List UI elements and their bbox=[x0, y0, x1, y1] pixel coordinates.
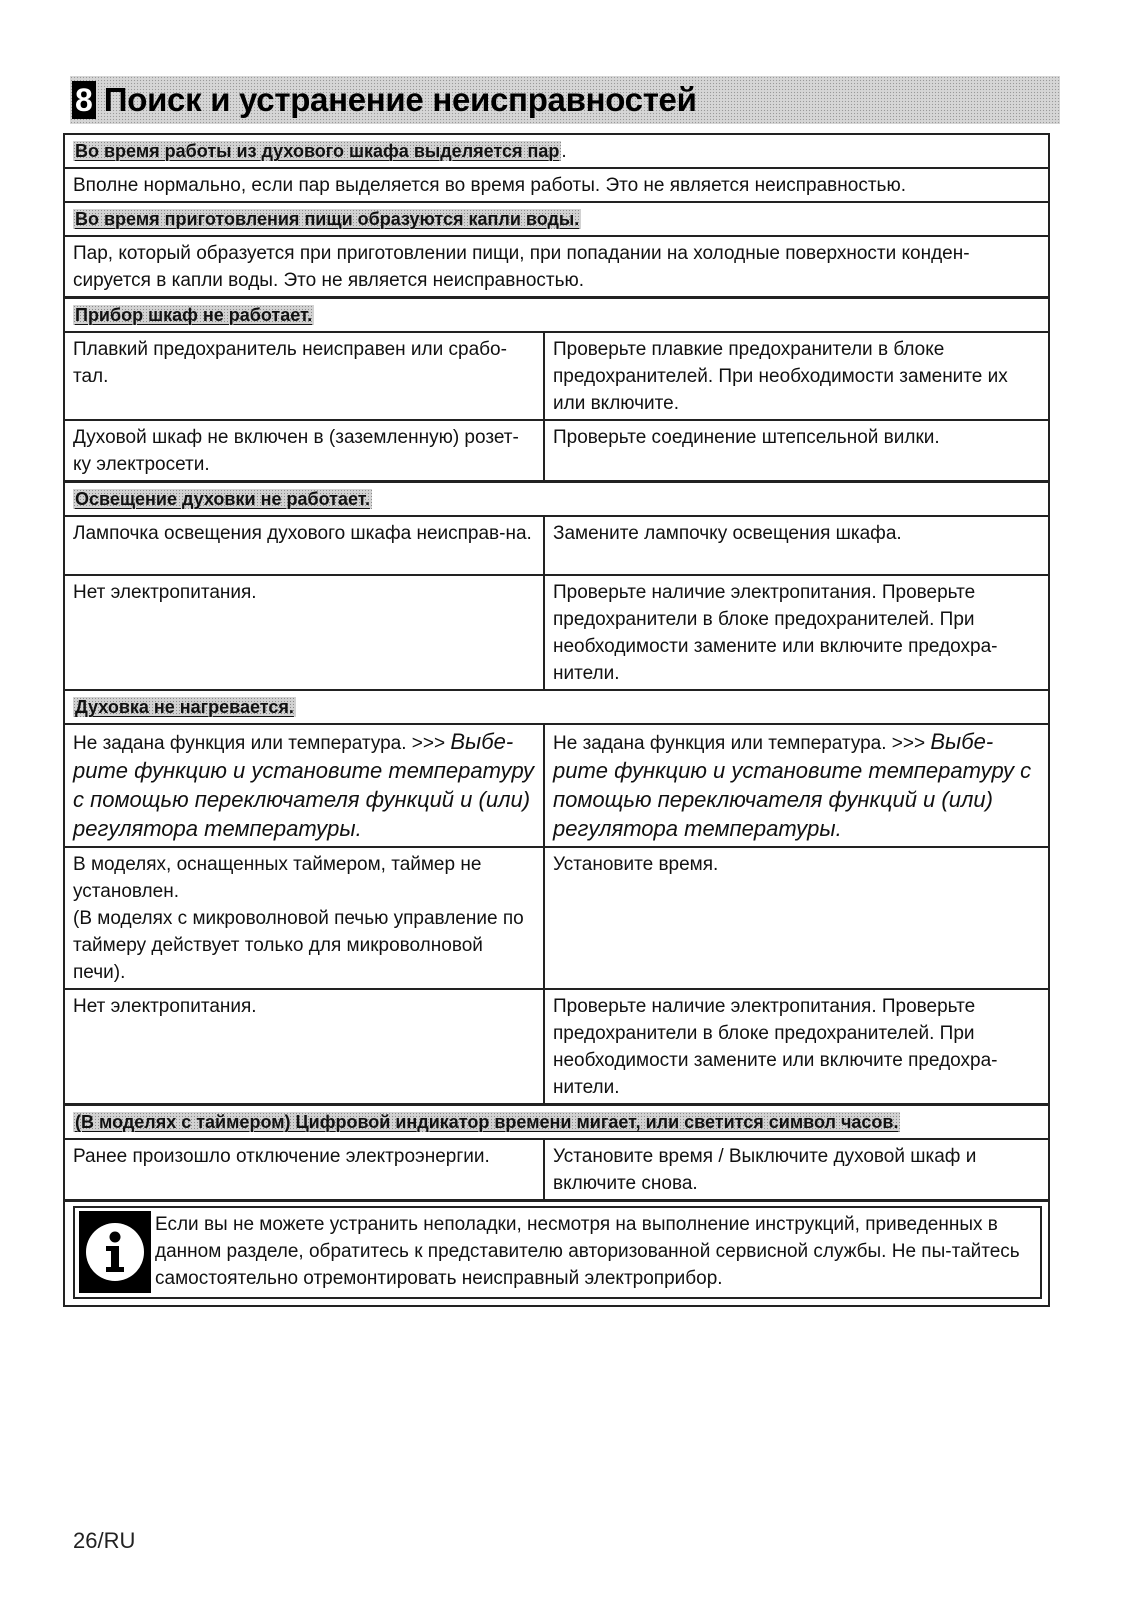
chapter-title: Поиск и устранение неисправностей bbox=[103, 81, 697, 118]
cause-note: (В моделях с микроволновой печью управление по таймеру действует только для микроволновой печи). bbox=[73, 908, 524, 983]
section-header-row bbox=[64, 1105, 1049, 1140]
table-row bbox=[64, 724, 1049, 847]
section-header-row bbox=[64, 690, 1049, 724]
section-header-row bbox=[64, 134, 1049, 168]
info-icon bbox=[79, 1211, 151, 1293]
section-header: Духовка не нагревается. bbox=[75, 697, 294, 717]
cause-cell bbox=[64, 724, 544, 847]
cause-instruction: Выбе-рите функцию и установите температуру с помощью переключателя функций и (или) регулятора температуры. bbox=[73, 729, 534, 841]
section-text-row bbox=[64, 168, 1049, 202]
remedy-cell: Проверьте плавкие предохранители в блоке предохранителей. При необходимости замените их или включите. bbox=[544, 332, 1049, 420]
cause-cell: Ранее произошло отключение электроэнергии. bbox=[64, 1139, 544, 1201]
remedy-cell bbox=[544, 724, 1049, 847]
table-row bbox=[64, 516, 1049, 575]
section-header-row bbox=[64, 298, 1049, 333]
remedy-cell: Установите время. bbox=[544, 847, 1049, 989]
section-header: Прибор шкаф не работает. bbox=[75, 305, 313, 325]
info-note bbox=[73, 1206, 1042, 1299]
table-row bbox=[64, 1139, 1049, 1201]
remedy-text: Не задана функция или температура. >>> bbox=[553, 733, 931, 754]
section-text: Пар, который образуется при приготовлении пищи, при попадании на холодные поверхности конден-сируется в капли воды. Это не является неисправностью. bbox=[64, 236, 1049, 298]
cause-cell: Плавкий предохранитель неисправен или срабо-тал. bbox=[64, 332, 544, 420]
chapter-heading bbox=[70, 76, 1060, 124]
troubleshooting-table bbox=[63, 133, 1050, 1307]
info-note-text: Если вы не можете устранить неполадки, несмотря на выполнение инструкций, приведенных в данном разделе, обратитесь к представителю авторизованной сервисной службы. Не пы-тайтесь самостоятельно отремонтировать неисправный электроприбор. bbox=[155, 1214, 1020, 1289]
section-header: Во время приготовления пищи образуются капли воды. bbox=[75, 209, 580, 229]
section-header-row bbox=[64, 482, 1049, 517]
remedy-cell: Проверьте наличие электропитания. Проверьте предохранители в блоке предохранителей. При необходимости замените или включите предохра-нители. bbox=[544, 575, 1049, 690]
section-header: Во время работы из духового шкафа выделяется пар bbox=[75, 141, 560, 161]
cause-text: Не задана функция или температура. >>> bbox=[73, 733, 451, 754]
section-text-row bbox=[64, 236, 1049, 298]
cause-text: В моделях, оснащенных таймером, таймер не установлен. bbox=[73, 854, 482, 902]
table-row bbox=[64, 575, 1049, 690]
remedy-cell: Проверьте соединение штепсельной вилки. bbox=[544, 420, 1049, 482]
cause-cell bbox=[64, 847, 544, 989]
cause-cell: Нет электропитания. bbox=[64, 989, 544, 1105]
cause-cell: Нет электропитания. bbox=[64, 575, 544, 690]
remedy-cell: Замените лампочку освещения шкафа. bbox=[544, 516, 1049, 575]
table-row bbox=[64, 332, 1049, 420]
section-header: (В моделях с таймером) Цифровой индикатор времени мигает, или светится символ часов. bbox=[75, 1112, 899, 1132]
section-header-row bbox=[64, 202, 1049, 236]
page-number: 26/RU bbox=[73, 1528, 136, 1553]
section-header: Освещение духовки не работает. bbox=[75, 489, 370, 509]
remedy-cell: Проверьте наличие электропитания. Проверьте предохранители в блоке предохранителей. При необходимости замените или включите предохра-нители. bbox=[544, 989, 1049, 1105]
cause-cell: Лампочка освещения духового шкафа неисправ-на. bbox=[64, 516, 544, 575]
table-row bbox=[64, 847, 1049, 989]
info-note-row bbox=[64, 1201, 1049, 1307]
section-header-suffix: . bbox=[561, 141, 567, 162]
section-text: Вполне нормально, если пар выделяется во время работы. Это не является неисправностью. bbox=[64, 168, 1049, 202]
cause-cell: Духовой шкаф не включен в (заземленную) розет-ку электросети. bbox=[64, 420, 544, 482]
remedy-cell: Установите время / Выключите духовой шкаф и включите снова. bbox=[544, 1139, 1049, 1201]
chapter-number: 8 bbox=[72, 81, 96, 119]
table-row bbox=[64, 420, 1049, 482]
table-row bbox=[64, 989, 1049, 1105]
remedy-instruction: Выбе-рите функцию и установите температуру с помощью переключателя функций и (или) регулятора температуры. bbox=[553, 729, 1032, 841]
